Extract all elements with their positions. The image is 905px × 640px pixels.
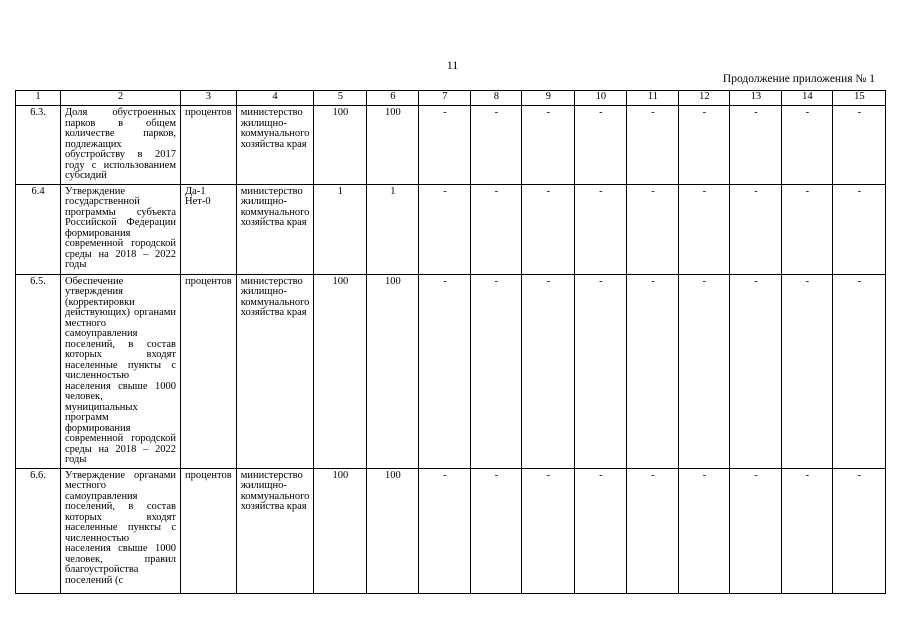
row-id: 6.3. (16, 106, 61, 185)
row-value-col10: - (575, 106, 627, 185)
row-value-col11: - (627, 274, 679, 468)
row-value-col11: - (627, 184, 679, 274)
appendix-continuation-label: Продолжение приложения № 1 (722, 73, 875, 85)
row-value-col9: - (522, 468, 575, 593)
row-value-col6: 100 (367, 468, 419, 593)
column-header: 1 (16, 91, 61, 106)
row-unit: процентов (181, 468, 237, 593)
row-responsible: министерство жилищно-коммунального хозяйства края (236, 274, 314, 468)
column-header: 9 (522, 91, 575, 106)
row-value-col8: - (471, 274, 522, 468)
row-value-col11: - (627, 106, 679, 185)
column-header: 5 (314, 91, 367, 106)
row-value-col12: - (679, 274, 730, 468)
row-value-col12: - (679, 468, 730, 593)
row-description: Обеспечение утверждения (корректировки действующих) органами местного самоуправления поселений, в состав которых входят населенные пункты с численностью населения свыше 1000 человек, муниципальных программ формирования современной городской среды на 2018 – 2022 годы (61, 274, 181, 468)
row-value-col14: - (782, 468, 833, 593)
row-responsible: министерство жилищно-коммунального хозяйства края (236, 106, 314, 185)
row-value-col8: - (471, 106, 522, 185)
row-responsible: министерство жилищно-коммунального хозяйства края (236, 468, 314, 593)
row-value-col6: 100 (367, 274, 419, 468)
column-header: 14 (782, 91, 833, 106)
column-header: 7 (419, 91, 471, 106)
row-value-col11: - (627, 468, 679, 593)
row-description: Доля обустроенных парков в общем количестве парков, подлежащих обустройству в 2017 году с использованием субсидий (61, 106, 181, 185)
header-row (16, 91, 886, 106)
row-value-col5: 100 (314, 274, 367, 468)
row-value-col13: - (730, 106, 782, 185)
row-value-col7: - (419, 106, 471, 185)
row-unit: процентов (181, 106, 237, 185)
column-header: 2 (61, 91, 181, 106)
row-value-col10: - (575, 184, 627, 274)
table-row (16, 106, 886, 185)
row-value-col10: - (575, 468, 627, 593)
column-header: 11 (627, 91, 679, 106)
column-header: 3 (181, 91, 237, 106)
row-id: 6.6. (16, 468, 61, 593)
table-row (16, 184, 886, 274)
column-header: 13 (730, 91, 782, 106)
row-unit: Да-1 Нет-0 (181, 184, 237, 274)
row-description: Утверждение органами местного самоуправления поселений, в состав которых входят населенные пункты с численностью населения свыше 1000 человек, правил благоустройства поселений (с (61, 468, 181, 593)
row-value-col7: - (419, 184, 471, 274)
page-number: 11 (446, 58, 459, 72)
column-header: 4 (236, 91, 314, 106)
row-value-col15: - (833, 106, 886, 185)
column-header: 15 (833, 91, 886, 106)
row-id: 6.4 (16, 184, 61, 274)
row-id: 6.5. (16, 274, 61, 468)
row-value-col8: - (471, 468, 522, 593)
row-value-col7: - (419, 468, 471, 593)
row-value-col6: 1 (367, 184, 419, 274)
row-value-col7: - (419, 274, 471, 468)
row-value-col8: - (471, 184, 522, 274)
row-value-col13: - (730, 468, 782, 593)
column-header: 8 (471, 91, 522, 106)
table-row (16, 274, 886, 468)
row-value-col5: 100 (314, 468, 367, 593)
column-header: 10 (575, 91, 627, 106)
column-header: 6 (367, 91, 419, 106)
appendix-table (15, 90, 886, 594)
row-value-col13: - (730, 274, 782, 468)
row-value-col12: - (679, 184, 730, 274)
row-value-col10: - (575, 274, 627, 468)
table-row (16, 468, 886, 593)
row-responsible: министерство жилищно-коммунального хозяйства края (236, 184, 314, 274)
row-value-col15: - (833, 468, 886, 593)
row-description: Утверждение государственной программы субъекта Российской Федерации формирования современной городской среды на 2018 – 2022 годы (61, 184, 181, 274)
row-unit: процентов (181, 274, 237, 468)
row-value-col15: - (833, 184, 886, 274)
row-value-col5: 100 (314, 106, 367, 185)
row-value-col15: - (833, 274, 886, 468)
row-value-col6: 100 (367, 106, 419, 185)
row-value-col14: - (782, 106, 833, 185)
row-value-col12: - (679, 106, 730, 185)
row-value-col5: 1 (314, 184, 367, 274)
row-value-col9: - (522, 184, 575, 274)
column-header: 12 (679, 91, 730, 106)
row-value-col14: - (782, 184, 833, 274)
row-value-col9: - (522, 274, 575, 468)
row-value-col14: - (782, 274, 833, 468)
row-value-col13: - (730, 184, 782, 274)
row-value-col9: - (522, 106, 575, 185)
